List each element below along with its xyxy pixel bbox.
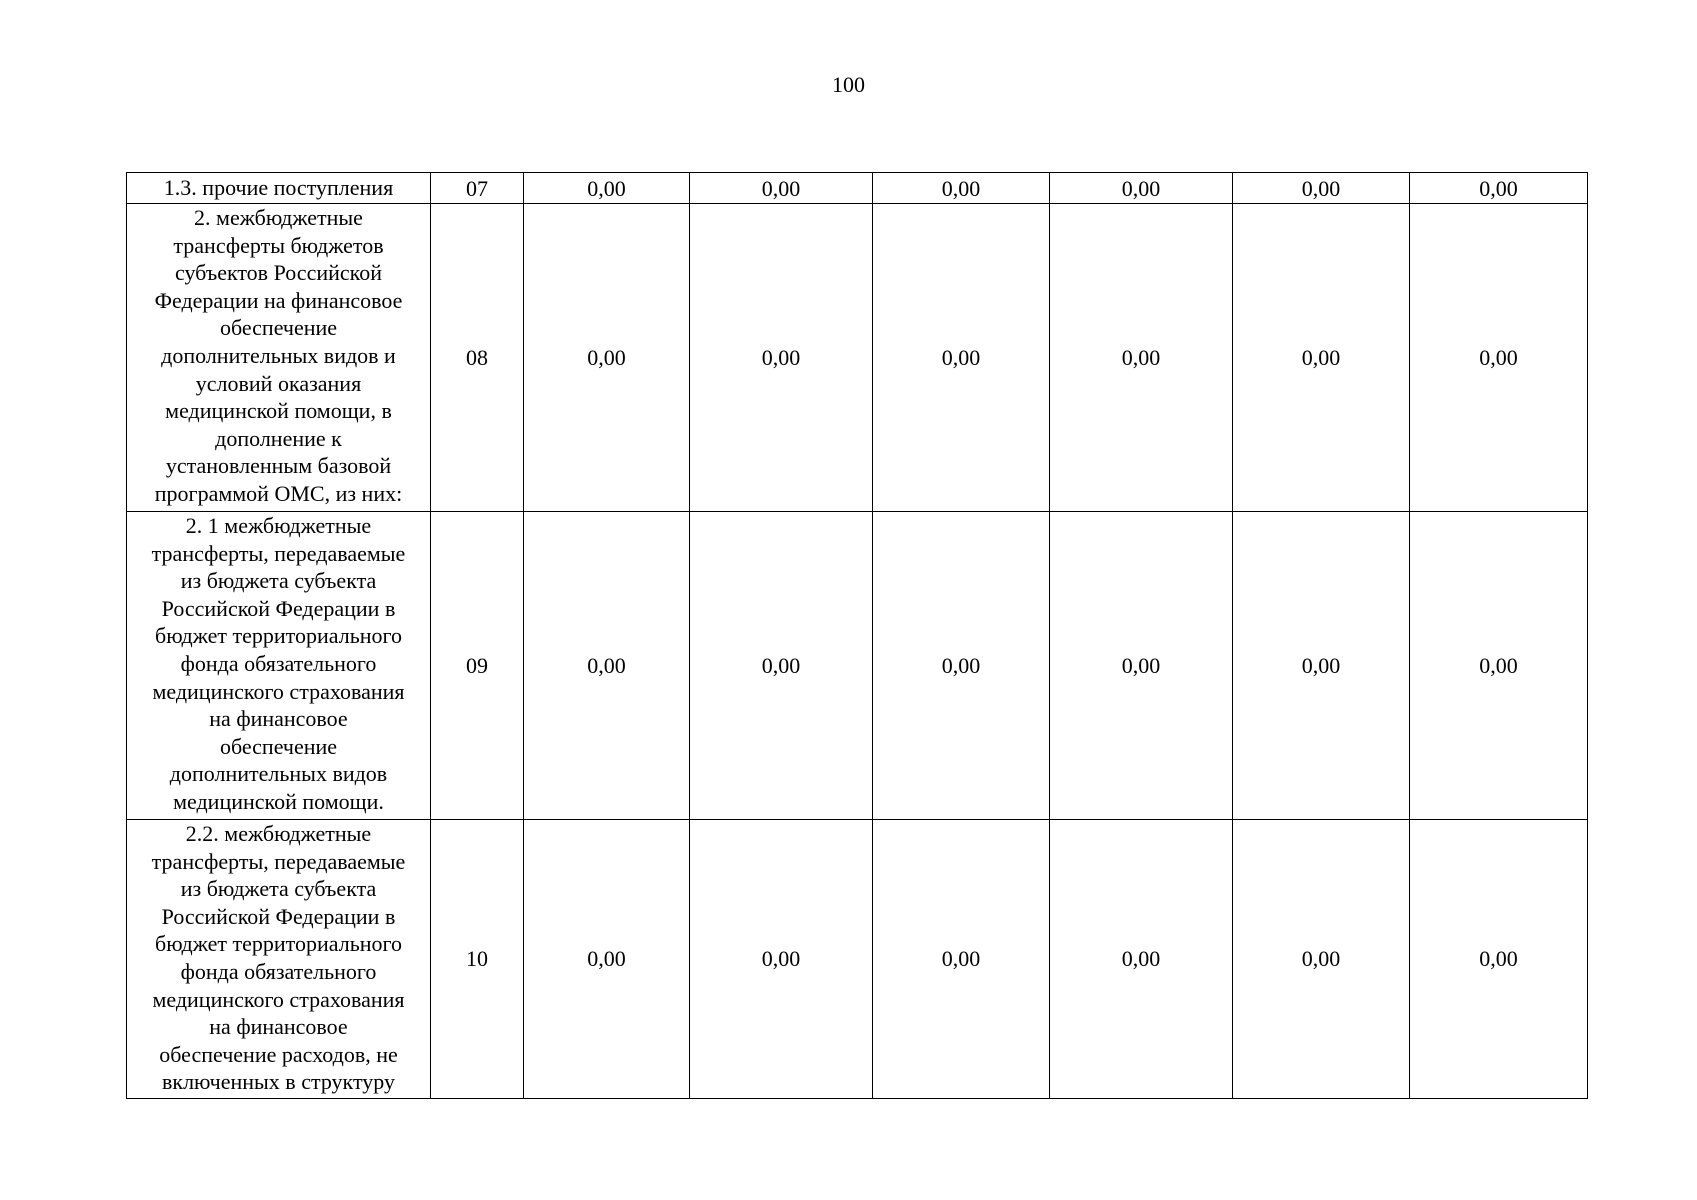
row-code-cell: 09 [431,512,524,820]
value-cell: 0,00 [873,204,1050,512]
row-name-line: обеспечение расходов, не [159,1041,398,1067]
row-name-cell [127,173,431,204]
value-cell: 0,00 [690,512,873,820]
row-name-line: медицинского страхования [152,986,405,1012]
value-cell: 0,00 [1050,512,1233,820]
value-cell: 0,00 [1050,820,1233,1099]
row-name-line: трансферты, передаваемые [151,540,406,566]
value-cell: 0,00 [1410,173,1588,204]
value-cell: 0,00 [873,512,1050,820]
table-row [127,173,1588,204]
row-name-line: дополнительных видов и [161,342,396,368]
table-row [127,204,1588,512]
row-name-line: дополнение к [215,425,342,451]
row-name-line: 2.2. межбюджетные [185,821,372,846]
value-cell: 0,00 [1410,820,1588,1099]
row-name-line: условий оказания [195,370,362,396]
row-name-line: из бюджета субъекта [180,876,377,902]
row-name-line: медицинской помощи, в [165,398,392,424]
row-name-line: Федерации на финансовое [154,287,403,313]
row-name-line: дополнительных видов [169,761,388,787]
value-cell: 0,00 [524,820,690,1099]
value-cell: 0,00 [1233,204,1410,512]
row-name-line: включенных в структуру [162,1069,395,1095]
row-code-cell: 07 [431,173,524,204]
table-row [127,820,1588,1099]
row-name-line: фонда обязательного [180,958,377,984]
row-code-cell: 10 [431,820,524,1099]
row-name-line: программой ОМС, из них: [154,480,403,506]
table-body [127,173,1588,1099]
value-cell: 0,00 [873,173,1050,204]
value-cell: 0,00 [1233,173,1410,204]
row-name-cell [127,820,431,1099]
row-name-line: 1.3. прочие поступления [163,175,394,200]
table-row [127,512,1588,820]
row-name-cell [127,512,431,820]
row-name-line: 2. 1 межбюджетные [185,513,372,538]
row-code-cell: 08 [431,204,524,512]
row-name-line: трансферты, передаваемые [151,848,406,874]
row-name-line: трансферты бюджетов [173,232,384,258]
value-cell: 0,00 [873,820,1050,1099]
row-name-line: фонда обязательного [180,650,377,676]
row-name-line: установленным базовой [165,453,392,479]
row-name-line: обеспечение [219,315,338,341]
value-cell: 0,00 [524,204,690,512]
value-cell: 0,00 [1050,204,1233,512]
row-name-line: Российской Федерации в [161,903,396,929]
value-cell: 0,00 [690,204,873,512]
row-name-line: Российской Федерации в [161,595,396,621]
row-name-cell [127,204,431,512]
row-name-line: на финансовое [209,1014,348,1040]
row-name-line: на финансовое [209,706,348,732]
row-name-line: бюджет территориального [155,623,402,649]
value-cell: 0,00 [690,820,873,1099]
row-name-line: обеспечение [219,733,338,759]
row-name-line: бюджет территориального [155,931,402,957]
value-cell: 0,00 [1233,820,1410,1099]
row-name-line: субъектов Российской [174,260,382,286]
value-cell: 0,00 [1050,173,1233,204]
value-cell: 0,00 [524,173,690,204]
page-number: 100 [832,72,865,97]
data-table [126,172,1588,1099]
row-name-line: медицинской помощи. [173,788,384,814]
value-cell: 0,00 [524,512,690,820]
value-cell: 0,00 [1233,512,1410,820]
row-name-line: медицинского страхования [152,678,405,704]
value-cell: 0,00 [690,173,873,204]
row-name-line: из бюджета субъекта [180,568,377,594]
value-cell: 0,00 [1410,512,1588,820]
row-name-line: 2. межбюджетные [194,205,363,230]
value-cell: 0,00 [1410,204,1588,512]
